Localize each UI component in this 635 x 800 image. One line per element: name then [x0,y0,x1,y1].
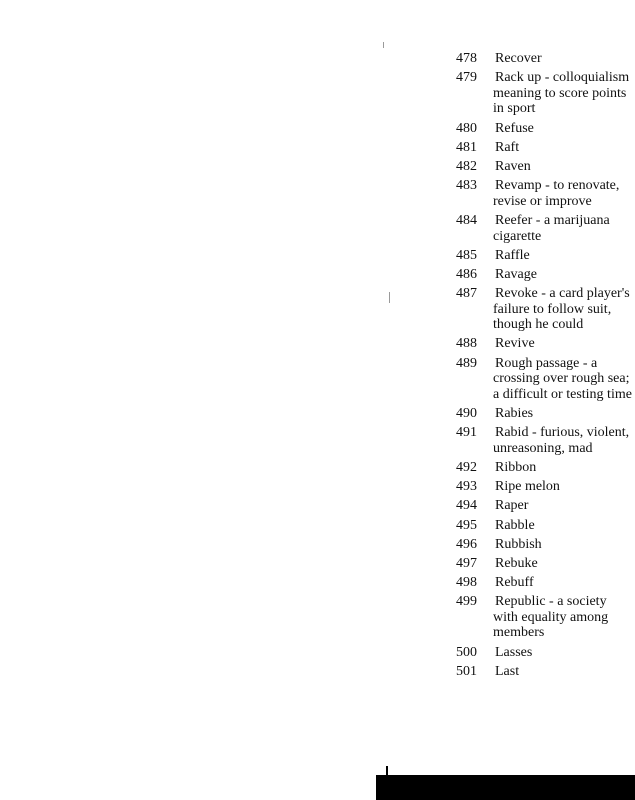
entry-number: 497 [456,555,477,571]
list-item [456,518,635,534]
entry-number: 500 [456,644,477,660]
list-item [456,178,635,209]
list-item [456,140,635,156]
entry-number: 490 [456,406,477,421]
entry-text: Ripe melon [495,479,560,495]
list-item [456,213,635,244]
entry-text: Raven [495,158,531,174]
list-item [456,406,635,422]
entry-text: Ribbon [495,459,537,475]
entry-text: Recover [495,51,542,66]
entry-text: Reefer - a marijuana cigarette [493,212,610,244]
entry-text: Raft [495,139,520,155]
list-item [456,248,635,264]
list-item [456,594,635,641]
entry-number: 486 [456,266,477,282]
list-item [456,51,635,67]
entry-number: 480 [456,120,477,136]
list-item [456,159,635,175]
entry-text: Rabble [495,517,535,533]
entry-number: 483 [456,178,477,194]
entry-number: 478 [456,51,477,66]
entry-text: Revamp - to renovate, revise or improve [493,178,620,209]
entry-number: 495 [456,517,477,533]
list-item [456,645,635,661]
entry-number: 496 [456,536,477,552]
list-item [456,70,635,117]
entry-text: Revoke - a card player's failure to follow suit, though he could [493,286,630,333]
entry-text: Rough passage - a crossing over rough sea; a difficult or testing time [493,355,632,402]
list-item [456,498,635,514]
entry-text: Rubbish [495,536,542,552]
scan-mark [383,42,384,48]
scan-edge-shadow [376,775,635,800]
entry-number: 491 [456,425,477,441]
entry-text: Rebuke [495,555,538,571]
entry-text: Rack up - colloquialism meaning to score points in sport [493,70,630,117]
entry-number: 493 [456,479,477,495]
entry-list [456,51,635,683]
list-item [456,356,635,403]
entry-number: 498 [456,575,477,591]
entry-number: 484 [456,212,477,228]
entry-number: 488 [456,336,477,352]
entry-text: Republic - a society with equality among members [493,594,609,641]
entry-text: Last [495,663,520,679]
scan-mark [389,292,390,303]
entry-number: 492 [456,459,477,475]
entry-number: 485 [456,247,477,263]
entry-number: 487 [456,286,477,302]
list-item [456,286,635,333]
entry-text: Refuse [495,120,534,136]
list-item [456,336,635,352]
list-item [456,460,635,476]
list-item [456,425,635,456]
list-item [456,575,635,591]
entry-number: 479 [456,70,477,86]
entry-text: Rabies [495,406,534,421]
entry-number: 499 [456,594,477,610]
entry-number: 482 [456,158,477,174]
list-item [456,267,635,283]
entry-text: Revive [495,336,535,352]
entry-number: 494 [456,498,477,514]
entry-text: Ravage [495,266,537,282]
list-item [456,121,635,137]
entry-number: 501 [456,663,477,679]
list-item [456,664,635,680]
entry-text: Raffle [495,247,530,263]
entry-text: Rabid - furious, violent, unreasoning, mad [493,425,630,456]
entry-text: Rebuff [495,575,534,591]
list-item [456,479,635,495]
list-item [456,537,635,553]
entry-text: Lasses [495,644,533,660]
list-item [456,556,635,572]
entry-number: 481 [456,139,477,155]
entry-text: Raper [495,498,529,514]
entry-number: 489 [456,355,477,371]
